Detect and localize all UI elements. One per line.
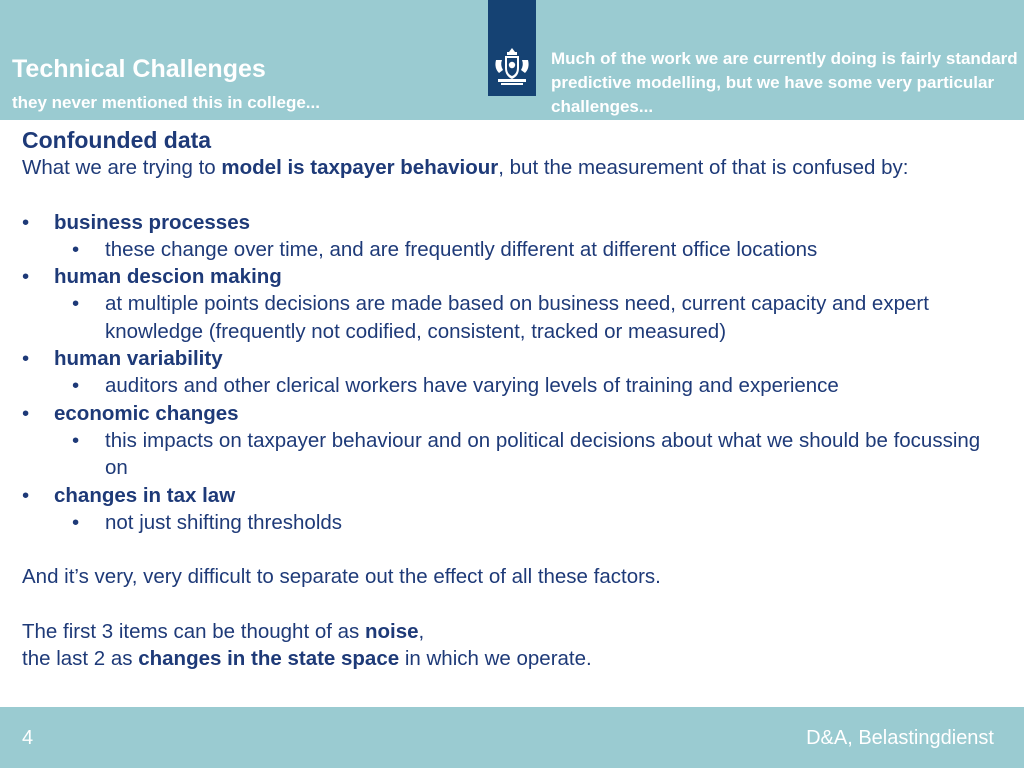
list-item — [22, 263, 1007, 290]
spacer — [22, 536, 1007, 563]
list-item — [22, 345, 1007, 372]
sub-list-item-text: these change over time, and are frequently different at different office locations — [105, 237, 818, 261]
sub-list-item-text: auditors and other clerical workers have varying levels of training and experience — [105, 374, 839, 398]
header-note: Much of the work we are currently doing is fairly standard predictive modelling, but we have some very particular challenges... — [551, 49, 1018, 116]
sub-list-item-text: this impacts on taxpayer behaviour and on political decisions about what we should be focussing on — [105, 428, 981, 480]
noise-emphasis: noise — [365, 620, 419, 644]
difficulty-paragraph: And it’s very, very difficult to separate out the effect of all these factors. — [22, 565, 661, 589]
bullet-icon: • — [22, 210, 30, 234]
state-emphasis: changes in the state space — [138, 647, 400, 671]
slide-subtitle: they never mentioned this in college... — [12, 93, 320, 112]
noise-line — [22, 618, 1007, 645]
section-heading: Confounded data — [22, 127, 212, 153]
bullet-icon: • — [72, 428, 80, 452]
state-text-end: in which we operate. — [399, 647, 592, 671]
state-line — [22, 645, 1007, 672]
list-item-label: human variability — [54, 347, 223, 371]
sub-list-item-text: at multiple points decisions are made based on business need, current capacity and expert knowledge (frequently not codified, consistent, tracked or measured) — [105, 292, 929, 343]
sub-list-item — [22, 427, 1007, 482]
organization-name: D&A, Belastingdienst — [806, 727, 994, 749]
bullet-icon: • — [72, 292, 80, 316]
slide-title: Technical Challenges — [12, 55, 266, 83]
bullet-icon: • — [22, 347, 30, 371]
logo — [488, 0, 536, 96]
sub-list-item — [22, 236, 1007, 263]
bullet-icon: • — [22, 401, 30, 425]
list-item-label: changes in tax law — [54, 483, 236, 507]
list-item — [22, 400, 1007, 427]
slide-content — [22, 126, 1007, 673]
sub-list-item — [22, 290, 1007, 345]
header-bar — [0, 0, 1024, 120]
intro-paragraph — [22, 154, 1007, 181]
footer-bar — [0, 707, 1024, 768]
noise-text-end: , — [418, 620, 425, 644]
spacer — [22, 181, 1007, 208]
sub-list-item — [22, 372, 1007, 399]
sub-list-item — [22, 509, 1007, 536]
page-number: 4 — [22, 727, 34, 749]
noise-text: The first 3 items can be thought of as — [22, 620, 365, 644]
spacer — [22, 591, 1007, 618]
bullet-icon: • — [72, 510, 80, 534]
intro-text-end: , but the measurement of that is confused by: — [498, 156, 909, 179]
bullet-icon: • — [72, 374, 80, 398]
list-item-label: economic changes — [54, 401, 239, 425]
list-item — [22, 482, 1007, 509]
bullet-icon: • — [22, 265, 30, 289]
bullet-icon: • — [72, 237, 80, 261]
intro-text: What we are trying to — [22, 156, 222, 179]
bullet-icon: • — [22, 483, 30, 507]
state-text: the last 2 as — [22, 647, 139, 671]
coat-of-arms-icon — [492, 46, 532, 88]
list-item-label: business processes — [54, 210, 250, 234]
list-item-label: human descion making — [54, 265, 282, 289]
list-item — [22, 209, 1007, 236]
sub-list-item-text: not just shifting thresholds — [105, 510, 343, 534]
intro-emphasis: model is taxpayer behaviour — [221, 156, 499, 179]
